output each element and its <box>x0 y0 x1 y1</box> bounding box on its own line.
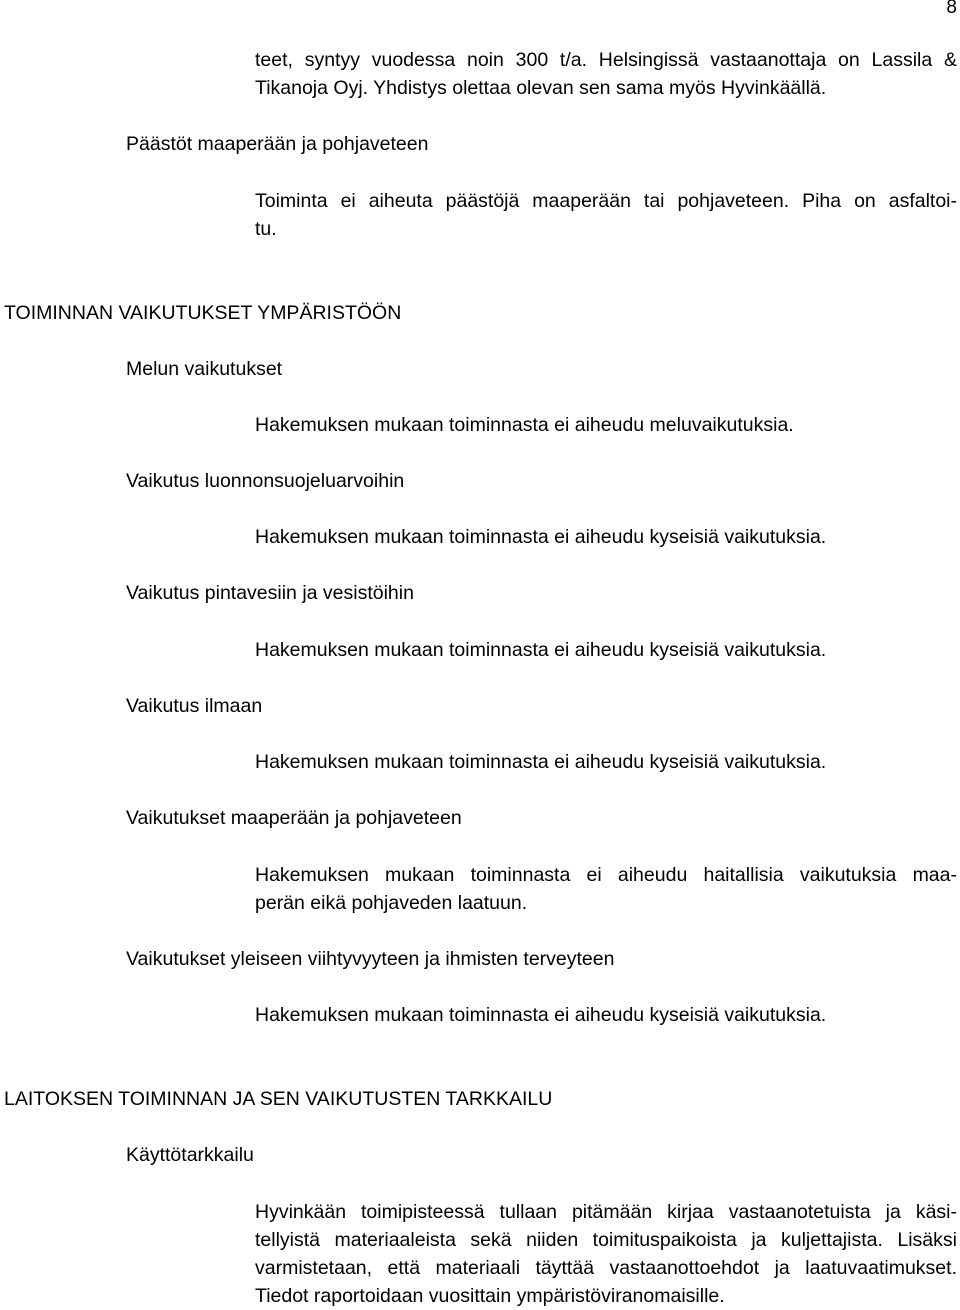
body-line: Toiminta ei aiheuta päästöjä maaperään tai pohjaveteen. Piha on asfaltoi- <box>255 190 957 212</box>
section-heading: Vaikutus luonnonsuojeluarvoihin <box>126 470 405 492</box>
section-heading: Melun vaikutukset <box>126 358 283 380</box>
section-heading: Vaikutukset maaperään ja pohjaveteen <box>126 807 462 829</box>
page-number: 8 <box>946 0 957 18</box>
body-line: teet, syntyy vuodessa noin 300 t/a. Helsingissä vastaanottaja on Lassila & <box>255 49 957 71</box>
body-line: perän eikä pohjaveden laatuun. <box>255 892 528 914</box>
section-heading: Vaikutus ilmaan <box>126 695 263 717</box>
chapter-title: LAITOKSEN TOIMINNAN JA SEN VAIKUTUSTEN TARKKAILU <box>4 1088 553 1110</box>
body-line: Hakemuksen mukaan toiminnasta ei aiheudu haitallisia vaikutuksia maa- <box>255 864 957 886</box>
body-line: tu. <box>255 218 277 240</box>
body-line: varmistetaan, että materiaali täyttää vastaanottoehdot ja laatuvaatimukset. <box>255 1257 957 1279</box>
section-heading: Päästöt maaperään ja pohjaveteen <box>126 133 429 155</box>
section-heading: Vaikutukset yleiseen viihtyvyyteen ja ihmisten terveyteen <box>126 948 615 970</box>
body-line: Hakemuksen mukaan toiminnasta ei aiheudu kyseisiä vaikutuksia. <box>255 526 827 548</box>
section-heading: Käyttötarkkailu <box>126 1144 254 1166</box>
body-line: Hakemuksen mukaan toiminnasta ei aiheudu kyseisiä vaikutuksia. <box>255 751 827 773</box>
chapter-title: TOIMINNAN VAIKUTUKSET YMPÄRISTÖÖN <box>4 302 402 324</box>
body-line: tellyistä materiaaleista sekä niiden toimituspaikoista ja kuljettajista. Lisäksi <box>255 1229 957 1251</box>
section-heading: Vaikutus pintavesiin ja vesistöihin <box>126 582 414 604</box>
body-line: Hakemuksen mukaan toiminnasta ei aiheudu meluvaikutuksia. <box>255 414 794 436</box>
body-line: Hyvinkään toimipisteessä tullaan pitämään kirjaa vastaanotetuista ja käsi- <box>255 1201 957 1223</box>
body-line: Tikanoja Oyj. Yhdistys olettaa olevan sen sama myös Hyvinkäällä. <box>255 77 827 99</box>
body-line: Tiedot raportoidaan vuosittain ympäristöviranomaisille. <box>255 1285 725 1307</box>
body-line: Hakemuksen mukaan toiminnasta ei aiheudu kyseisiä vaikutuksia. <box>255 1004 827 1026</box>
body-line: Hakemuksen mukaan toiminnasta ei aiheudu kyseisiä vaikutuksia. <box>255 639 827 661</box>
